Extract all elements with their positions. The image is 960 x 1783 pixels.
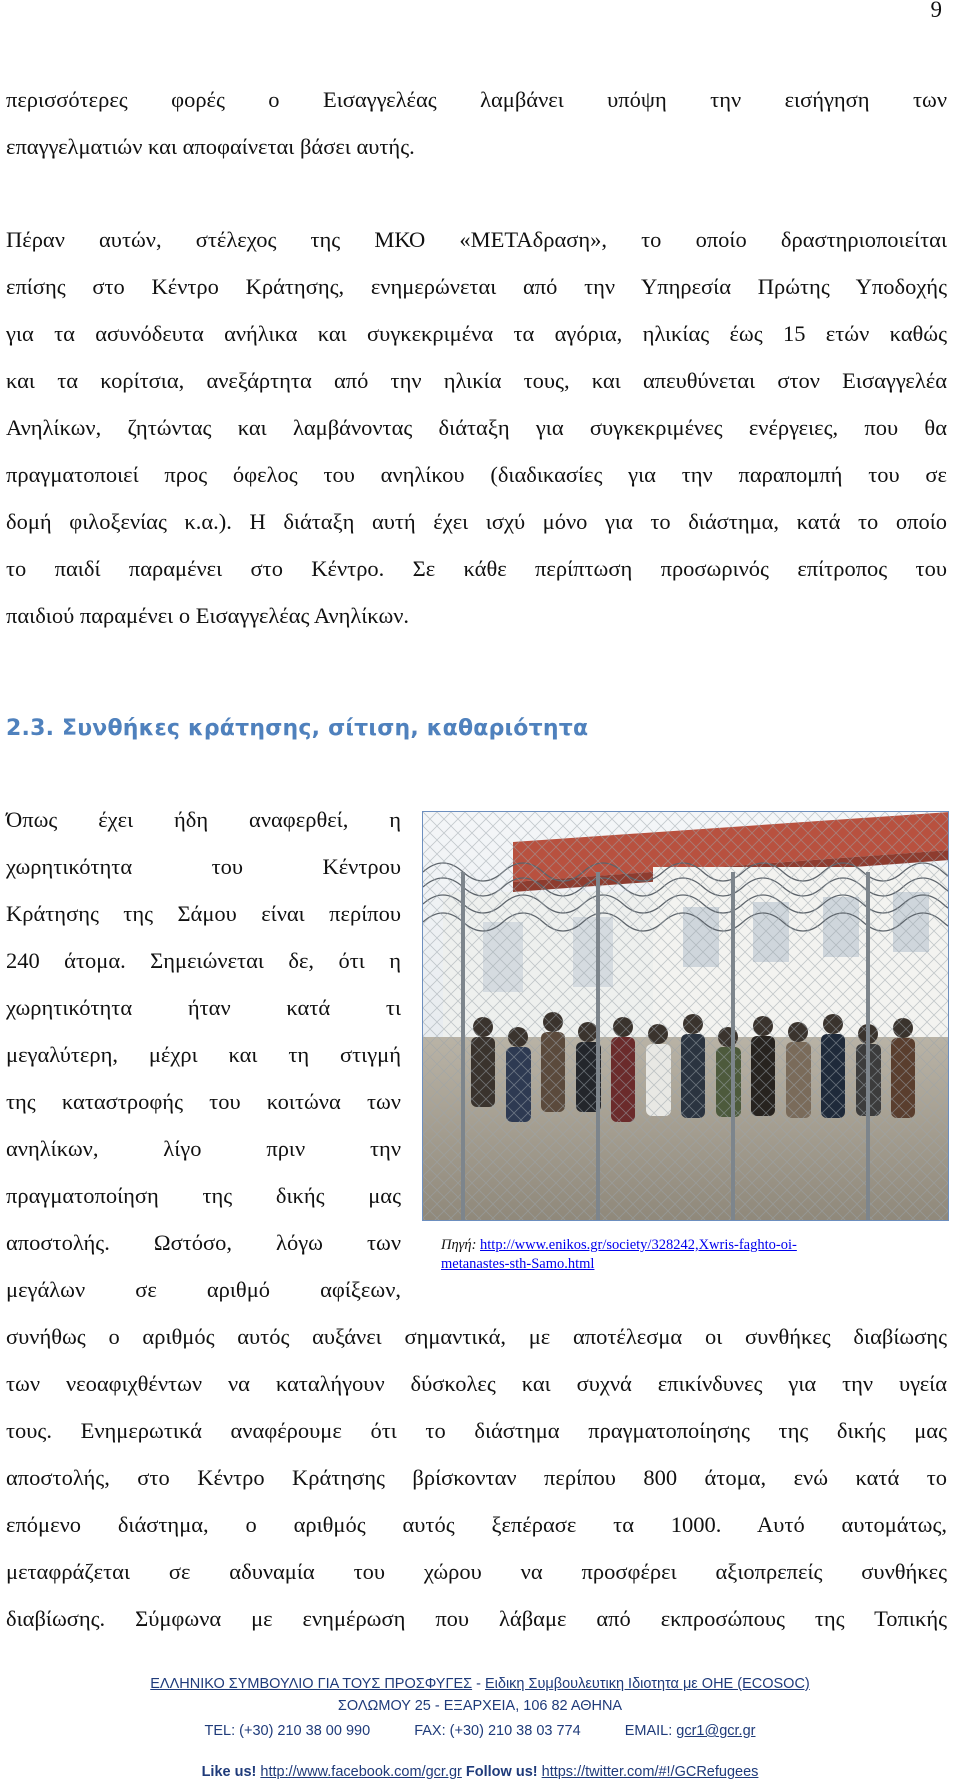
footer-email-link[interactable]: gcr1@gcr.gr — [676, 1723, 756, 1739]
text-line: διαβίωσης. Σύμφωνα με ενημέρωση που λάβαμε από εκπροσώπους της Τοπικής — [6, 1606, 947, 1631]
text-line: επαγγελματιών και αποφαίνεται βάσει αυτής. — [6, 134, 415, 159]
footer-tel: TEL: (+30) 210 38 00 990 — [204, 1723, 371, 1739]
footer-address: ΣΟΛΩΜΟΥ 25 - ΕΞΑΡΧΕΙΑ, 106 82 ΑΘΗΝΑ — [337, 1698, 623, 1714]
text-line: το παιδί παραμένει στο Κέντρο. Σε κάθε περίπτωση προσωρινός επίτροπος του — [6, 556, 947, 581]
facebook-link[interactable]: http://www.facebook.com/gcr.gr — [260, 1764, 462, 1780]
text-line: παιδιού παραμένει ο Εισαγγελέας Ανηλίκων. — [6, 603, 410, 628]
page-number: 9 — [930, 0, 942, 22]
text-line: δομή φιλοξενίας κ.α.). Η διάταξη αυτή έχει ισχύ μόνο για το διάστημα, κατά το οποίο — [6, 509, 947, 534]
text-line: της καταστροφής του κοιτώνα των — [6, 1089, 401, 1114]
caption-source-label: Πηγή: — [441, 1237, 477, 1253]
paragraph-1 — [6, 76, 947, 170]
footer-organization: ΕΛΛΗΝΙΚΟ ΣΥΜΒΟΥΛΙΟ ΓΙΑ ΤΟΥΣ ΠΡΟΣΦΥΓΕΣ - Ειδικη Συμβουλευτικη Ιδιοτητα με ΟΗΕ (ECOSOC) — [150, 1676, 810, 1692]
footer-fax: FAX: (+30) 210 38 03 774 — [414, 1723, 581, 1739]
text-line: μεταφράζεται σε αδυναμία του χώρου να προσφέρει αξιοπρεπείς συνθήκες — [6, 1559, 947, 1584]
text-line: και τα κορίτσια, ανεξάρτητα από την ηλικία τους, και απευθύνεται στον Εισαγγελέα — [6, 368, 947, 393]
footer-like-label: Like us! — [201, 1764, 257, 1780]
detention-center-photo — [422, 811, 949, 1221]
text-line: Ανηλίκων, ζητώντας και λαμβάνοντας διάταξη για συγκεκριμένες ενέργειες, που θα — [6, 415, 947, 440]
section-title: Συνθήκες κράτησης, σίτιση, καθαριότητα — [62, 716, 589, 741]
text-line: χωρητικότητα του Κέντρου — [6, 854, 401, 879]
text-line: αποστολής. Ωστόσο, λόγω των — [6, 1230, 401, 1255]
figure-caption — [441, 1236, 941, 1274]
footer-org-status[interactable]: Ειδικη Συμβουλευτικη Ιδιοτητα με ΟΗΕ (ECOSOC) — [485, 1676, 810, 1692]
text-line: χωρητικότητα ήταν κατά τι — [6, 995, 401, 1020]
text-line: συνήθως ο αριθμός αυτός αυξάνει σημαντικά, με αποτέλεσμα οι συνθήκες διαβίωσης — [6, 1324, 947, 1349]
section-heading — [6, 716, 588, 741]
caption-source-link-continued[interactable]: metanastes-sth-Samo.html — [441, 1256, 595, 1272]
text-line: ανηλίκων, λίγο πριν την — [6, 1136, 401, 1161]
text-line: πραγματοποίηση της δικής μας — [6, 1183, 401, 1208]
text-line: Κράτησης της Σάμου είναι περίπου — [6, 901, 401, 926]
text-line: επίσης στο Κέντρο Κράτησης, ενημερώνεται από την Υπηρεσία Πρώτης Υποδοχής — [6, 274, 947, 299]
text-line: Πέραν αυτών, στέλεχος της ΜΚΟ «ΜΕΤΑδραση», το οποίο δραστηριοποιείται — [6, 227, 947, 252]
caption-source-link[interactable]: http://www.enikos.gr/society/328242,Xwris-faghto-oi- — [480, 1237, 797, 1253]
text-line: περισσότερες φορές ο Εισαγγελέας λαμβάνει υπόψη την εισήγηση των — [6, 87, 947, 112]
text-line: μεγαλύτερη, μέχρι και τη στιγμή — [6, 1042, 401, 1067]
text-line: πραγματοποιεί προς όφελος του ανηλίκου (διαδικασίες για την παραπομπή του σε — [6, 462, 947, 487]
paragraph-2 — [6, 216, 947, 639]
photo-illustration — [423, 812, 949, 1221]
footer-social — [0, 1761, 960, 1783]
text-line: αποστολής, στο Κέντρο Κράτησης βρίσκονταν περίπου 800 άτομα, ενώ κατά το — [6, 1465, 947, 1490]
footer-follow-label: Follow us! — [465, 1764, 538, 1780]
text-line: μεγάλων σε αριθμό αφίξεων, — [6, 1277, 401, 1302]
text-line: για τα ασυνόδευτα ανήλικα και συγκεκριμένα τα αγόρια, ηλικίας έως 15 ετών καθώς — [6, 321, 947, 346]
paragraph-3 — [6, 796, 401, 1313]
twitter-link[interactable]: https://twitter.com/#!/GCRefugees — [541, 1764, 759, 1780]
footer-contact — [0, 1720, 960, 1742]
text-line: των νεοαφιχθέντων να καταλήγουν δύσκολες και συχνά επικίνδυνες για την υγεία — [6, 1371, 947, 1396]
footer-email-label: EMAIL: — [624, 1723, 673, 1739]
text-line: 240 άτομα. Σημειώνεται δε, ότι η — [6, 948, 401, 973]
paragraph-4 — [6, 1313, 947, 1642]
text-line: Όπως έχει ήδη αναφερθεί, η — [6, 807, 401, 832]
section-number: 2.3. — [6, 716, 55, 741]
text-line: τους. Ενημερωτικά αναφέρουμε ότι το διάστημα πραγματοποίησης της δικής μας — [6, 1418, 947, 1443]
text-line: επόμενο διάστημα, ο αριθμός αυτός ξεπέρασε τα 1000. Αυτό αυτομάτως, — [6, 1512, 947, 1537]
footer-org-name[interactable]: ΕΛΛΗΝΙΚΟ ΣΥΜΒΟΥΛΙΟ ΓΙΑ ΤΟΥΣ ΠΡΟΣΦΥΓΕΣ — [150, 1676, 473, 1692]
